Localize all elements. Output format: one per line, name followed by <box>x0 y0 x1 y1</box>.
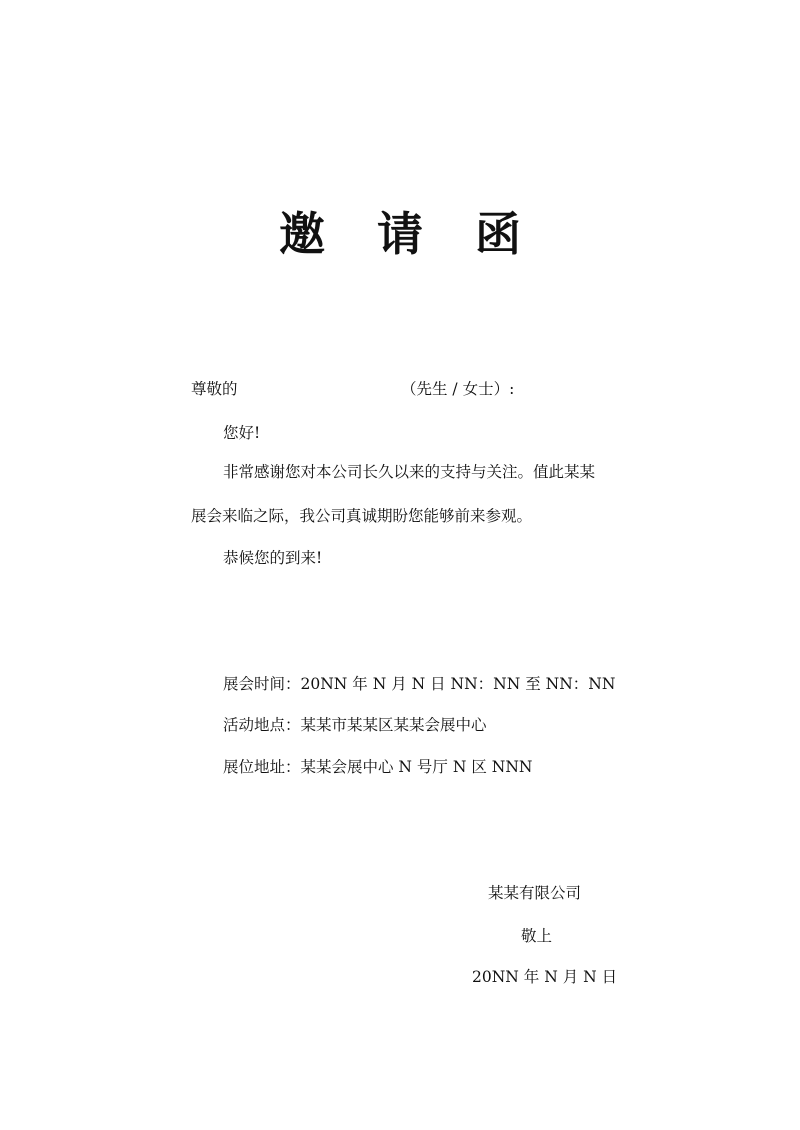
salutation-prefix: 尊敬的 <box>191 380 238 398</box>
body-line-3: 恭候您的到来! <box>223 549 323 567</box>
greeting-text: 您好! <box>223 424 261 442</box>
event-venue: 活动地点：某某市某某区某某会展中心 <box>223 716 487 734</box>
document-title: 邀 请 函 <box>278 207 540 261</box>
body-line-2: 展会来临之际，我公司真诚期盼您能够前来参观。 <box>191 507 533 525</box>
salutation-line <box>191 378 515 400</box>
salutation-honorific: （先生 / 女士）: <box>401 380 515 398</box>
event-time: 展会时间：20NN 年 N 月 N 日 NN：NN 至 NN：NN <box>223 675 616 693</box>
body-line-1: 非常感谢您对本公司长久以来的支持与关注。值此某某 <box>223 463 596 481</box>
booth-address: 展位地址：某某会展中心 N 号厅 N 区 NNN <box>223 758 533 776</box>
signature-date: 20NN 年 N 月 N 日 <box>472 968 618 986</box>
signature-closing: 敬上 <box>521 927 553 945</box>
signature-company: 某某有限公司 <box>488 884 582 902</box>
